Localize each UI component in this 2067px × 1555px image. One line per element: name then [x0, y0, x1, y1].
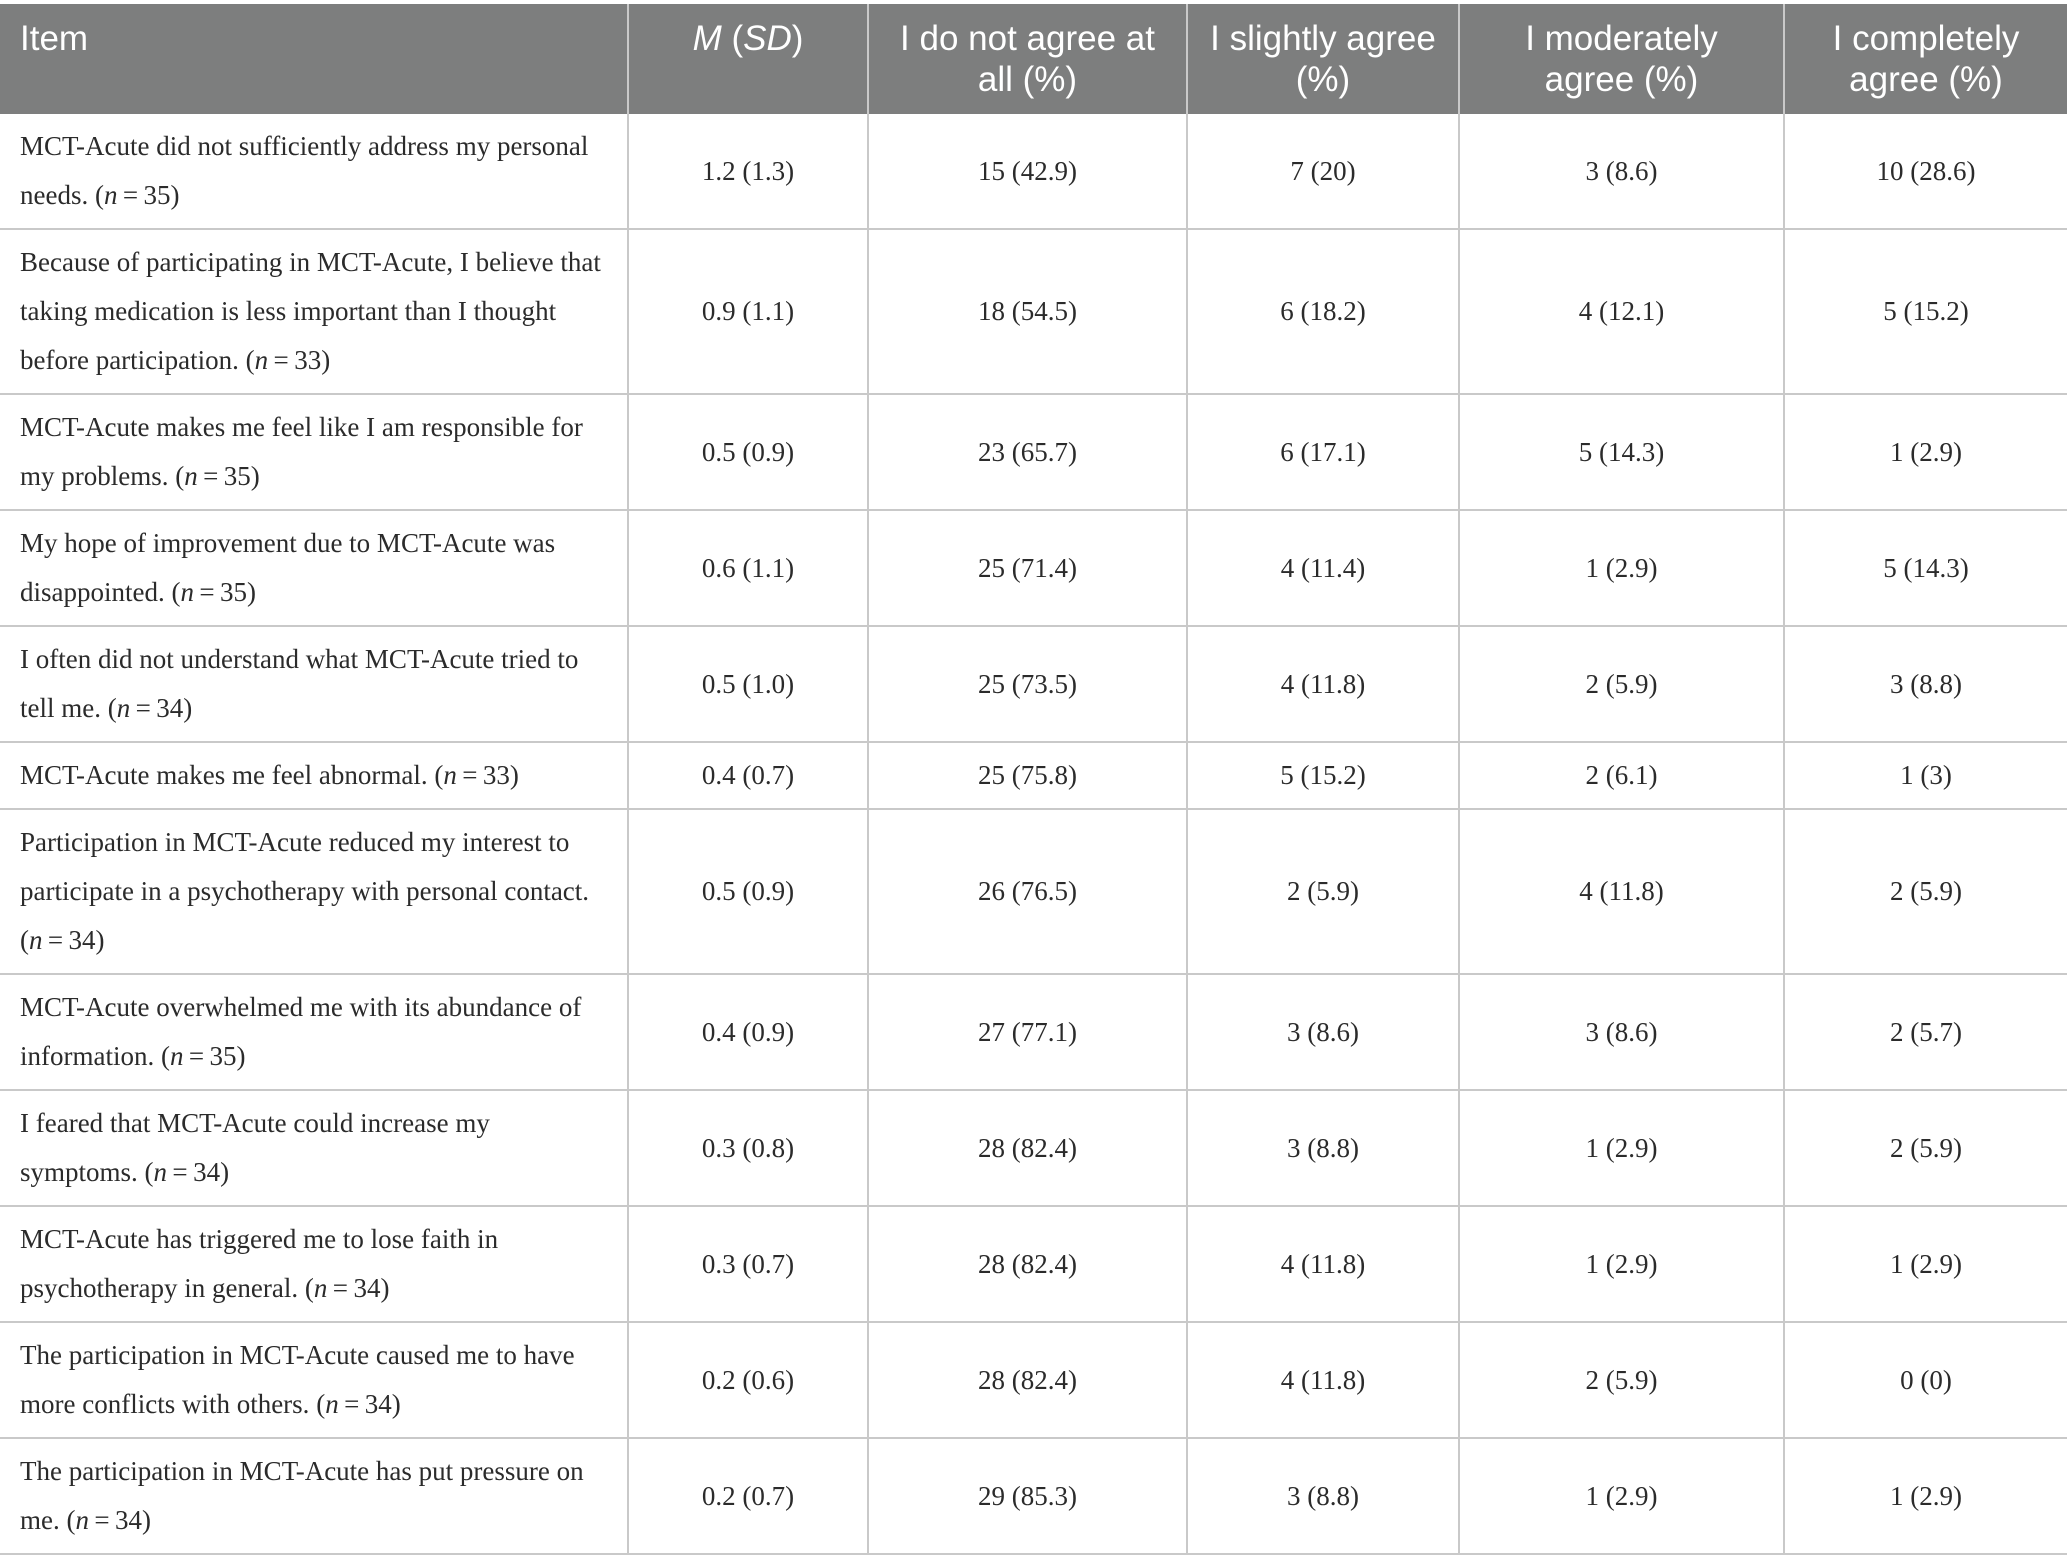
item-cell: I feared that MCT-Acute could increase my symptoms. (n = 34)	[0, 1090, 628, 1206]
item-cell: Participation in MCT-Acute reduced my interest to participate in a psychotherapy with personal contact. (n = 34)	[0, 809, 628, 974]
completely-agree-cell: 1 (2.9)	[1784, 1438, 2067, 1554]
not-agree-cell: 26 (76.5)	[868, 809, 1187, 974]
slightly-agree-cell: 4 (11.8)	[1187, 1322, 1459, 1438]
not-agree-cell: 15 (42.9)	[868, 114, 1187, 229]
n-label: n	[29, 925, 43, 955]
table-row	[0, 742, 2067, 809]
moderately-agree-cell: 1 (2.9)	[1459, 1090, 1784, 1206]
completely-agree-cell: 10 (28.6)	[1784, 114, 2067, 229]
completely-agree-cell: 1 (2.9)	[1784, 1206, 2067, 1322]
item-cell: MCT-Acute did not sufficiently address my personal needs. (n = 35)	[0, 114, 628, 229]
moderately-agree-cell: 5 (14.3)	[1459, 394, 1784, 510]
n-label: n	[75, 1505, 89, 1535]
m-sd-cell: 0.3 (0.7)	[628, 1206, 868, 1322]
moderately-agree-cell: 1 (2.9)	[1459, 1206, 1784, 1322]
table-body	[0, 114, 2067, 1554]
item-cell: My hope of improvement due to MCT-Acute was disappointed. (n = 35)	[0, 510, 628, 626]
moderately-agree-cell: 3 (8.6)	[1459, 114, 1784, 229]
m-sd-cell: 0.4 (0.7)	[628, 742, 868, 809]
table-row	[0, 1438, 2067, 1554]
n-label: n	[180, 577, 194, 607]
n-label: n	[443, 760, 457, 790]
n-label: n	[153, 1157, 168, 1187]
completely-agree-cell: 5 (14.3)	[1784, 510, 2067, 626]
n-value: 34	[115, 1505, 143, 1535]
completely-agree-cell: 3 (8.8)	[1784, 626, 2067, 742]
header-sd: SD	[743, 19, 792, 58]
n-value: 34	[364, 1389, 392, 1419]
slightly-agree-cell: 4 (11.4)	[1187, 510, 1459, 626]
item-text: MCT-Acute did not sufficiently address my personal needs.	[20, 131, 589, 210]
slightly-agree-cell: 2 (5.9)	[1187, 809, 1459, 974]
moderately-agree-cell: 3 (8.6)	[1459, 974, 1784, 1090]
not-agree-cell: 27 (77.1)	[868, 974, 1187, 1090]
header-row	[0, 4, 2067, 114]
table-row	[0, 229, 2067, 394]
slightly-agree-cell: 5 (15.2)	[1187, 742, 1459, 809]
not-agree-cell: 28 (82.4)	[868, 1206, 1187, 1322]
item-text: I feared that MCT-Acute could increase my symptoms.	[20, 1108, 490, 1187]
m-sd-cell: 0.5 (0.9)	[628, 809, 868, 974]
item-text: MCT-Acute has triggered me to lose faith in psychotherapy in general.	[20, 1224, 499, 1303]
n-value: 33	[482, 760, 510, 790]
slightly-agree-cell: 6 (17.1)	[1187, 394, 1459, 510]
slightly-agree-cell: 3 (8.6)	[1187, 974, 1459, 1090]
not-agree-cell: 25 (71.4)	[868, 510, 1187, 626]
item-cell: I often did not understand what MCT-Acute tried to tell me. (n = 34)	[0, 626, 628, 742]
not-agree-cell: 25 (73.5)	[868, 626, 1187, 742]
n-value: 35	[220, 577, 248, 607]
n-value: 35	[209, 1041, 237, 1071]
table-row	[0, 510, 2067, 626]
n-value: 34	[353, 1273, 381, 1303]
slightly-agree-cell: 3 (8.8)	[1187, 1438, 1459, 1554]
n-value: 34	[156, 693, 184, 723]
completely-agree-cell: 2 (5.7)	[1784, 974, 2067, 1090]
table-row	[0, 809, 2067, 974]
item-text: I often did not understand what MCT-Acute tried to tell me.	[20, 644, 579, 723]
n-value: 35	[143, 180, 171, 210]
moderately-agree-cell: 2 (6.1)	[1459, 742, 1784, 809]
moderately-agree-cell: 2 (5.9)	[1459, 1322, 1784, 1438]
header-m-sd: M (SD)	[628, 4, 868, 114]
m-sd-cell: 0.6 (1.1)	[628, 510, 868, 626]
n-label: n	[325, 1389, 339, 1419]
moderately-agree-cell: 1 (2.9)	[1459, 1438, 1784, 1554]
slightly-agree-cell: 4 (11.8)	[1187, 1206, 1459, 1322]
m-sd-cell: 0.4 (0.9)	[628, 974, 868, 1090]
item-text: My hope of improvement due to MCT-Acute was disappointed.	[20, 528, 556, 607]
header-m: M	[692, 19, 722, 58]
table-row	[0, 394, 2067, 510]
n-label: n	[254, 345, 269, 375]
completely-agree-cell: 1 (2.9)	[1784, 394, 2067, 510]
m-sd-cell: 0.3 (0.8)	[628, 1090, 868, 1206]
n-value: 33	[294, 345, 322, 375]
m-sd-cell: 0.2 (0.7)	[628, 1438, 868, 1554]
m-sd-cell: 1.2 (1.3)	[628, 114, 868, 229]
results-table-container	[0, 4, 2067, 1555]
not-agree-cell: 29 (85.3)	[868, 1438, 1187, 1554]
not-agree-cell: 18 (54.5)	[868, 229, 1187, 394]
not-agree-cell: 25 (75.8)	[868, 742, 1187, 809]
item-cell: MCT-Acute makes me feel abnormal. (n = 33)	[0, 742, 628, 809]
n-value: 34	[68, 925, 96, 955]
n-value: 34	[193, 1157, 221, 1187]
item-text: MCT-Acute makes me feel like I am responsible for my problems.	[20, 412, 583, 491]
item-text: MCT-Acute overwhelmed me with its abundance of information.	[20, 992, 582, 1071]
header-moderately-agree: I moderately agree (%)	[1459, 4, 1784, 114]
table-row	[0, 1090, 2067, 1206]
table-row	[0, 1322, 2067, 1438]
item-text: Because of participating in MCT-Acute, I believe that taking medication is less important than I thought before participation.	[20, 247, 601, 375]
header-not-agree: I do not agree at all (%)	[868, 4, 1187, 114]
table-row	[0, 1206, 2067, 1322]
table-header	[0, 4, 2067, 114]
completely-agree-cell: 2 (5.9)	[1784, 1090, 2067, 1206]
item-cell: The participation in MCT-Acute has put pressure on me. (n = 34)	[0, 1438, 628, 1554]
n-value: 35	[223, 461, 251, 491]
item-text: The participation in MCT-Acute has put pressure on me.	[20, 1456, 584, 1535]
item-cell: Because of participating in MCT-Acute, I believe that taking medication is less important than I thought before participation. (n = 33)	[0, 229, 628, 394]
moderately-agree-cell: 2 (5.9)	[1459, 626, 1784, 742]
item-text: The participation in MCT-Acute caused me to have more conflicts with others.	[20, 1340, 575, 1419]
item-cell: MCT-Acute overwhelmed me with its abundance of information. (n = 35)	[0, 974, 628, 1090]
item-text: MCT-Acute makes me feel abnormal.	[20, 760, 428, 790]
slightly-agree-cell: 3 (8.8)	[1187, 1090, 1459, 1206]
not-agree-cell: 28 (82.4)	[868, 1090, 1187, 1206]
item-cell: MCT-Acute makes me feel like I am responsible for my problems. (n = 35)	[0, 394, 628, 510]
item-cell: MCT-Acute has triggered me to lose faith in psychotherapy in general. (n = 34)	[0, 1206, 628, 1322]
header-slightly-agree: I slightly agree (%)	[1187, 4, 1459, 114]
n-label: n	[169, 1041, 184, 1071]
slightly-agree-cell: 6 (18.2)	[1187, 229, 1459, 394]
not-agree-cell: 28 (82.4)	[868, 1322, 1187, 1438]
m-sd-cell: 0.9 (1.1)	[628, 229, 868, 394]
n-label: n	[184, 461, 198, 491]
completely-agree-cell: 5 (15.2)	[1784, 229, 2067, 394]
m-sd-cell: 0.5 (0.9)	[628, 394, 868, 510]
header-item: Item	[0, 4, 628, 114]
header-completely-agree: I completely agree (%)	[1784, 4, 2067, 114]
completely-agree-cell: 2 (5.9)	[1784, 809, 2067, 974]
m-sd-cell: 0.5 (1.0)	[628, 626, 868, 742]
moderately-agree-cell: 4 (12.1)	[1459, 229, 1784, 394]
m-sd-cell: 0.2 (0.6)	[628, 1322, 868, 1438]
table-row	[0, 974, 2067, 1090]
n-label: n	[116, 693, 131, 723]
results-table	[0, 4, 2067, 1555]
completely-agree-cell: 1 (3)	[1784, 742, 2067, 809]
n-label: n	[103, 180, 118, 210]
n-label: n	[313, 1273, 328, 1303]
item-cell: The participation in MCT-Acute caused me to have more conflicts with others. (n = 34)	[0, 1322, 628, 1438]
table-row	[0, 626, 2067, 742]
item-text: Participation in MCT-Acute reduced my interest to participate in a psychotherapy with personal contact.	[20, 827, 590, 906]
moderately-agree-cell: 4 (11.8)	[1459, 809, 1784, 974]
moderately-agree-cell: 1 (2.9)	[1459, 510, 1784, 626]
table-row	[0, 114, 2067, 229]
slightly-agree-cell: 7 (20)	[1187, 114, 1459, 229]
slightly-agree-cell: 4 (11.8)	[1187, 626, 1459, 742]
not-agree-cell: 23 (65.7)	[868, 394, 1187, 510]
completely-agree-cell: 0 (0)	[1784, 1322, 2067, 1438]
